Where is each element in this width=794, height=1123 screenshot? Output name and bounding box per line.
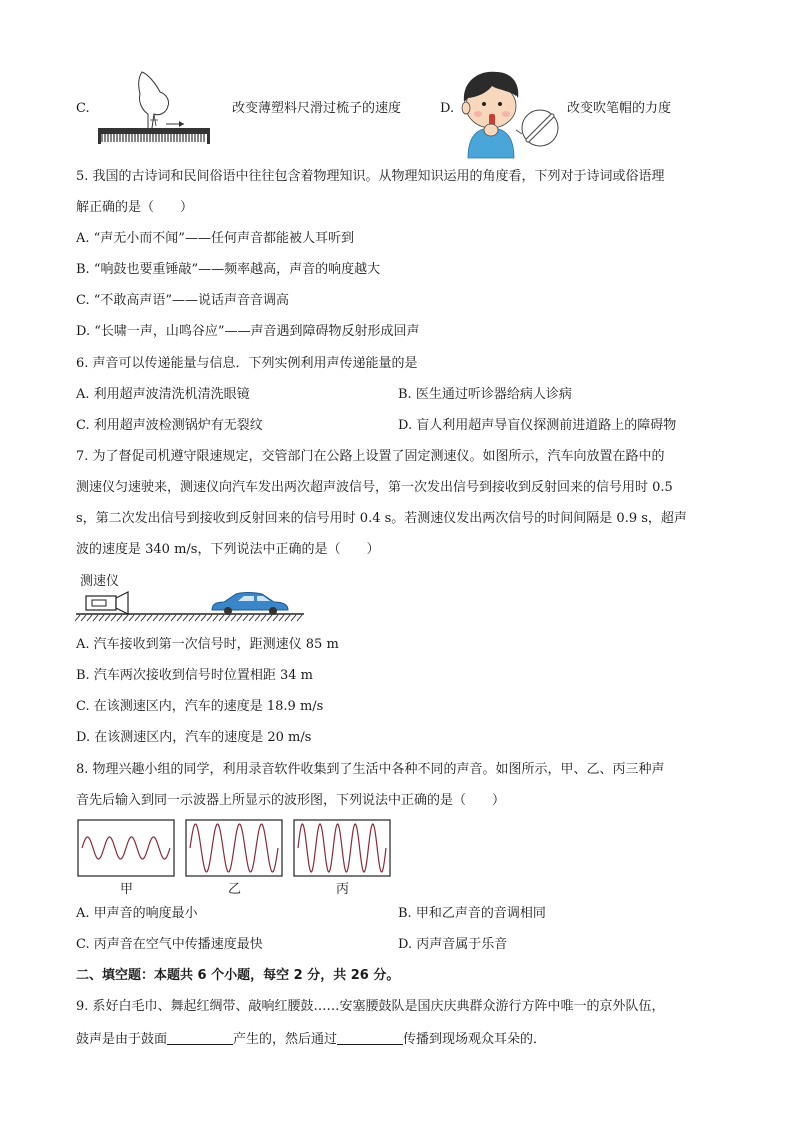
q7-stem-line1: 7. 为了督促司机遵守限速规定，交管部门在公路上设置了固定测速仪。如图所示，汽车向放置在路中的 xyxy=(76,449,665,464)
q5-option-d: D. “长啸一声，山鸣谷应”——声音遇到障碍物反射形成回声 xyxy=(76,324,420,339)
waveform-label-jia: 甲 xyxy=(120,882,134,897)
q6-stem: 6. 声音可以传递能量与信息．下列实例利用声传递能量的是 xyxy=(76,356,418,371)
q9-line2-part-a: 鼓声是由于鼓面 xyxy=(76,1032,168,1047)
q8-option-b: B. 甲和乙声音的音调相同 xyxy=(398,906,546,921)
q5-option-a: A. “声无小而不闻”——任何声音都能被人耳听到 xyxy=(76,231,354,246)
q4-option-d-text: 改变吹笔帽的力度 xyxy=(567,101,672,116)
q7-stem-line3: s，第二次发出信号到接收到反射回来的信号用时 0.4 s。若测速仪发出两次信号的时间间隔是 0.9 s，超声 xyxy=(76,511,687,526)
q4-option-d-letter: D. xyxy=(440,101,455,116)
q9-line2 xyxy=(76,1030,546,1049)
answer-blank-2[interactable] xyxy=(337,1030,403,1045)
waveform-label-yi: 乙 xyxy=(228,882,242,897)
boy-blowing-pen-cap-illustration xyxy=(458,68,558,158)
q4-option-c-letter: C. xyxy=(76,101,90,116)
q6-option-d: D. 盲人利用超声导盲仪探测前进道路上的障碍物 xyxy=(398,418,677,433)
q8-stem-line1: 8. 物理兴趣小组的同学，利用录音软件收集到了生活中各种不同的声音。如图所示，甲、乙、丙三种声 xyxy=(76,762,665,777)
comb-ruler-illustration xyxy=(96,70,216,150)
q5-stem-line2: 解正确的是（ ） xyxy=(76,200,194,215)
section2-title: 二、填空题：本题共 6 个小题，每空 2 分，共 26 分。 xyxy=(76,968,400,983)
q7-option-d: D. 在该测速区内，汽车的速度是 20 m/s xyxy=(76,730,312,745)
answer-blank-1[interactable] xyxy=(167,1030,233,1045)
q7-stem-line4: 波的速度是 340 m/s，下列说法中正确的是（ ） xyxy=(76,542,380,557)
q8-option-d: D. 丙声音属于乐音 xyxy=(398,937,508,952)
speed-camera-label: 测速仪 xyxy=(80,574,120,589)
waveform-label-bing: 丙 xyxy=(336,882,350,897)
q7-option-a: A. 汽车接收到第一次信号时，距测速仪 85 m xyxy=(76,637,339,652)
q6-option-c: C. 利用超声波检测锅炉有无裂纹 xyxy=(76,418,263,433)
q5-stem-line1: 5. 我国的古诗词和民间俗语中往往包含着物理知识。从物理知识运用的角度看，下列对于诗词或俗语理 xyxy=(76,169,665,184)
q9-line2-part-c: 传播到现场观众耳朵的． xyxy=(403,1032,547,1047)
q4-option-c-text: 改变薄塑料尺滑过梳子的速度 xyxy=(232,101,402,116)
oscilloscope-waveforms xyxy=(78,818,394,898)
q6-option-a: A. 利用超声波清洗机清洗眼镜 xyxy=(76,387,250,402)
q7-option-c: C. 在该测速区内，汽车的速度是 18.9 m/s xyxy=(76,699,324,714)
q8-option-a: A. 甲声音的响度最小 xyxy=(76,906,198,921)
q5-option-b: B. “响鼓也要重锤敲”——频率越高，声音的响度越大 xyxy=(76,262,381,277)
q7-option-b: B. 汽车两次接收到信号时位置相距 34 m xyxy=(76,668,313,683)
q8-option-c: C. 丙声音在空气中传播速度最快 xyxy=(76,937,263,952)
q8-stem-line2: 音先后输入到同一示波器上所显示的波形图，下列说法中正确的是（ ） xyxy=(76,793,506,808)
q9-line2-part-b: 产生的，然后通过 xyxy=(233,1032,338,1047)
q5-option-c: C. “不敢高声语”——说话声音音调高 xyxy=(76,293,290,308)
q7-stem-line2: 测速仪匀速驶来，测速仪向汽车发出两次超声波信号，第一次发出信号到接收到反射回来的信号用时 0.5 xyxy=(76,480,673,495)
q9-line1: 9. 系好白毛巾、舞起红绸带、敲响红腰鼓……安塞腰鼓队是国庆庆典群众游行方阵中唯一的京外队伍， xyxy=(76,999,665,1014)
speed-camera-diagram xyxy=(76,570,316,622)
q6-option-b: B. 医生通过听诊器给病人诊病 xyxy=(398,387,572,402)
